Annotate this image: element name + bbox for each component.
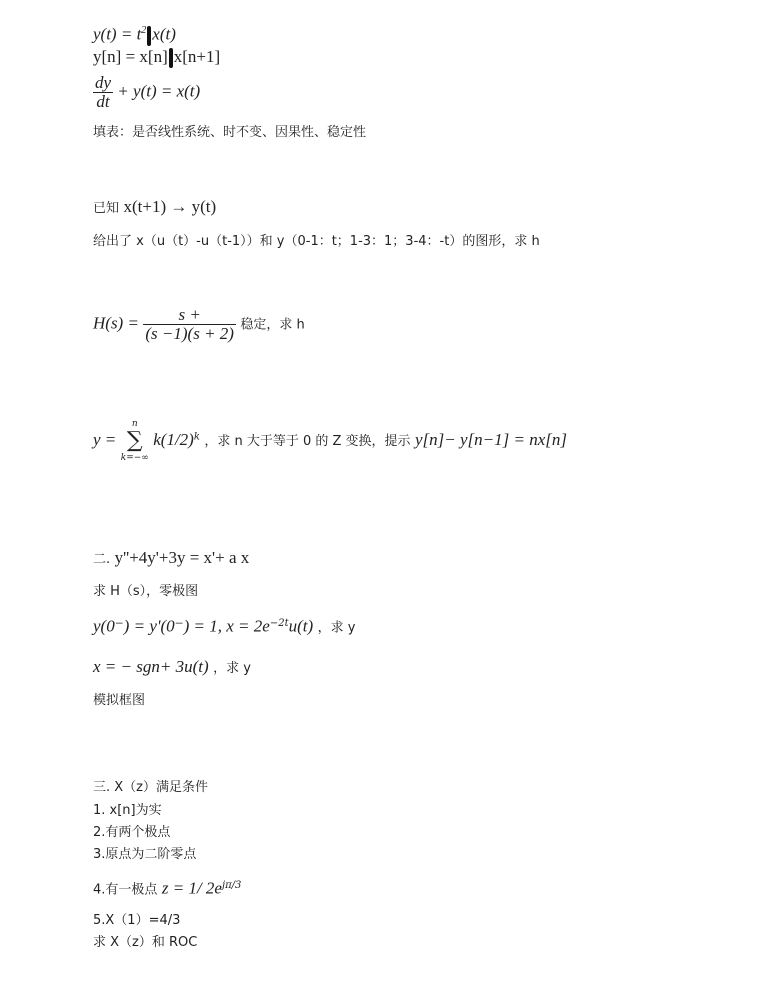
part3-c4 bbox=[93, 877, 241, 900]
given-line: 给出了 x（u（t）-u（t-1））和 y（0-1：t；1-3：1；3-4：-t）的图形，求 h bbox=[93, 234, 540, 249]
ink-blot-mark bbox=[147, 26, 151, 46]
q3-expr: x = − sgn+ 3u(t) bbox=[93, 657, 209, 676]
hs-text: 稳定，求 h bbox=[240, 317, 305, 333]
part2-q4: 模拟框图 bbox=[93, 693, 146, 708]
equation-2 bbox=[93, 48, 220, 68]
part2-q1: 求 H（s），零极图 bbox=[93, 584, 199, 599]
zsum-lhs: y = bbox=[93, 430, 117, 449]
fill-table-instruction: 填表：是否线性系统、时不变、因果性、稳定性 bbox=[93, 125, 367, 140]
part2-q2 bbox=[93, 615, 355, 638]
eq3-num: dy bbox=[95, 73, 112, 92]
eq3-den: dt bbox=[96, 92, 110, 111]
eq1-rhs: x(t) bbox=[152, 24, 176, 44]
known-line bbox=[93, 198, 216, 218]
hs-fraction bbox=[143, 306, 236, 343]
zsum-exp: k bbox=[193, 431, 200, 443]
part3-c1: 1. x[n]为实 bbox=[93, 803, 162, 818]
part3-title: 三. X（z）满足条件 bbox=[93, 780, 208, 795]
hs-line bbox=[93, 306, 305, 343]
c4-text: 4.有一极点 bbox=[93, 882, 158, 898]
known-expr: x(t+1) → y(t) bbox=[123, 197, 217, 216]
q3-text: ，求 y bbox=[213, 661, 251, 676]
q2-exp: −2t bbox=[269, 618, 289, 629]
eq2-lhs: y[n] = x[n] bbox=[93, 47, 168, 66]
q2-expr: y(0⁻) = y'(0⁻) = 1, x = 2e bbox=[93, 616, 270, 636]
hs-lhs: H(s) = bbox=[93, 313, 139, 333]
part3-ask: 求 X（z）和 ROC bbox=[93, 935, 198, 950]
part2-ode-line bbox=[93, 549, 249, 569]
eq1-exponent: 2 bbox=[141, 25, 147, 36]
c4-expr: z = 1/ 2e bbox=[161, 878, 222, 898]
eq2-rhs: x[n+1] bbox=[173, 47, 221, 66]
known-prefix: 已知 bbox=[93, 201, 120, 216]
part2-title: 二. bbox=[93, 552, 111, 567]
part2-ode: y''+4y'+3y = x'+ a x bbox=[114, 548, 250, 567]
q2-text: ，求 y bbox=[317, 620, 356, 636]
eq1-lhs: y(t) = t bbox=[93, 24, 142, 44]
zsum-text: ，求 n 大于等于 0 的 Z 变换，提示 bbox=[204, 434, 411, 449]
q2-tail: u(t) bbox=[288, 616, 314, 636]
zsum-body: k(1/2) bbox=[153, 430, 194, 449]
eq3-rest: + y(t) = x(t) bbox=[117, 81, 201, 101]
c4-exp: jπ/3 bbox=[221, 880, 242, 891]
part3-c3: 3.原点为二阶零点 bbox=[93, 847, 197, 862]
part3-c5: 5.X（1）=4/3 bbox=[93, 913, 181, 928]
equation-3 bbox=[93, 74, 200, 111]
part2-q3 bbox=[93, 658, 251, 678]
equation-1 bbox=[93, 22, 176, 46]
summation-symbol: n ∑ k=−∞ bbox=[120, 419, 149, 463]
zsum-hint: y[n]− y[n−1] = nx[n] bbox=[415, 430, 568, 449]
part3-c2: 2.有两个极点 bbox=[93, 825, 171, 840]
z-transform-line bbox=[93, 418, 567, 464]
sum-lower: k=−∞ bbox=[120, 453, 149, 463]
hs-den: (s −1)(s + 2) bbox=[145, 324, 234, 343]
sum-upper: n bbox=[131, 419, 138, 429]
hs-num: s + bbox=[143, 306, 236, 325]
ink-blot-mark bbox=[169, 48, 173, 68]
eq3-derivative bbox=[93, 74, 113, 111]
